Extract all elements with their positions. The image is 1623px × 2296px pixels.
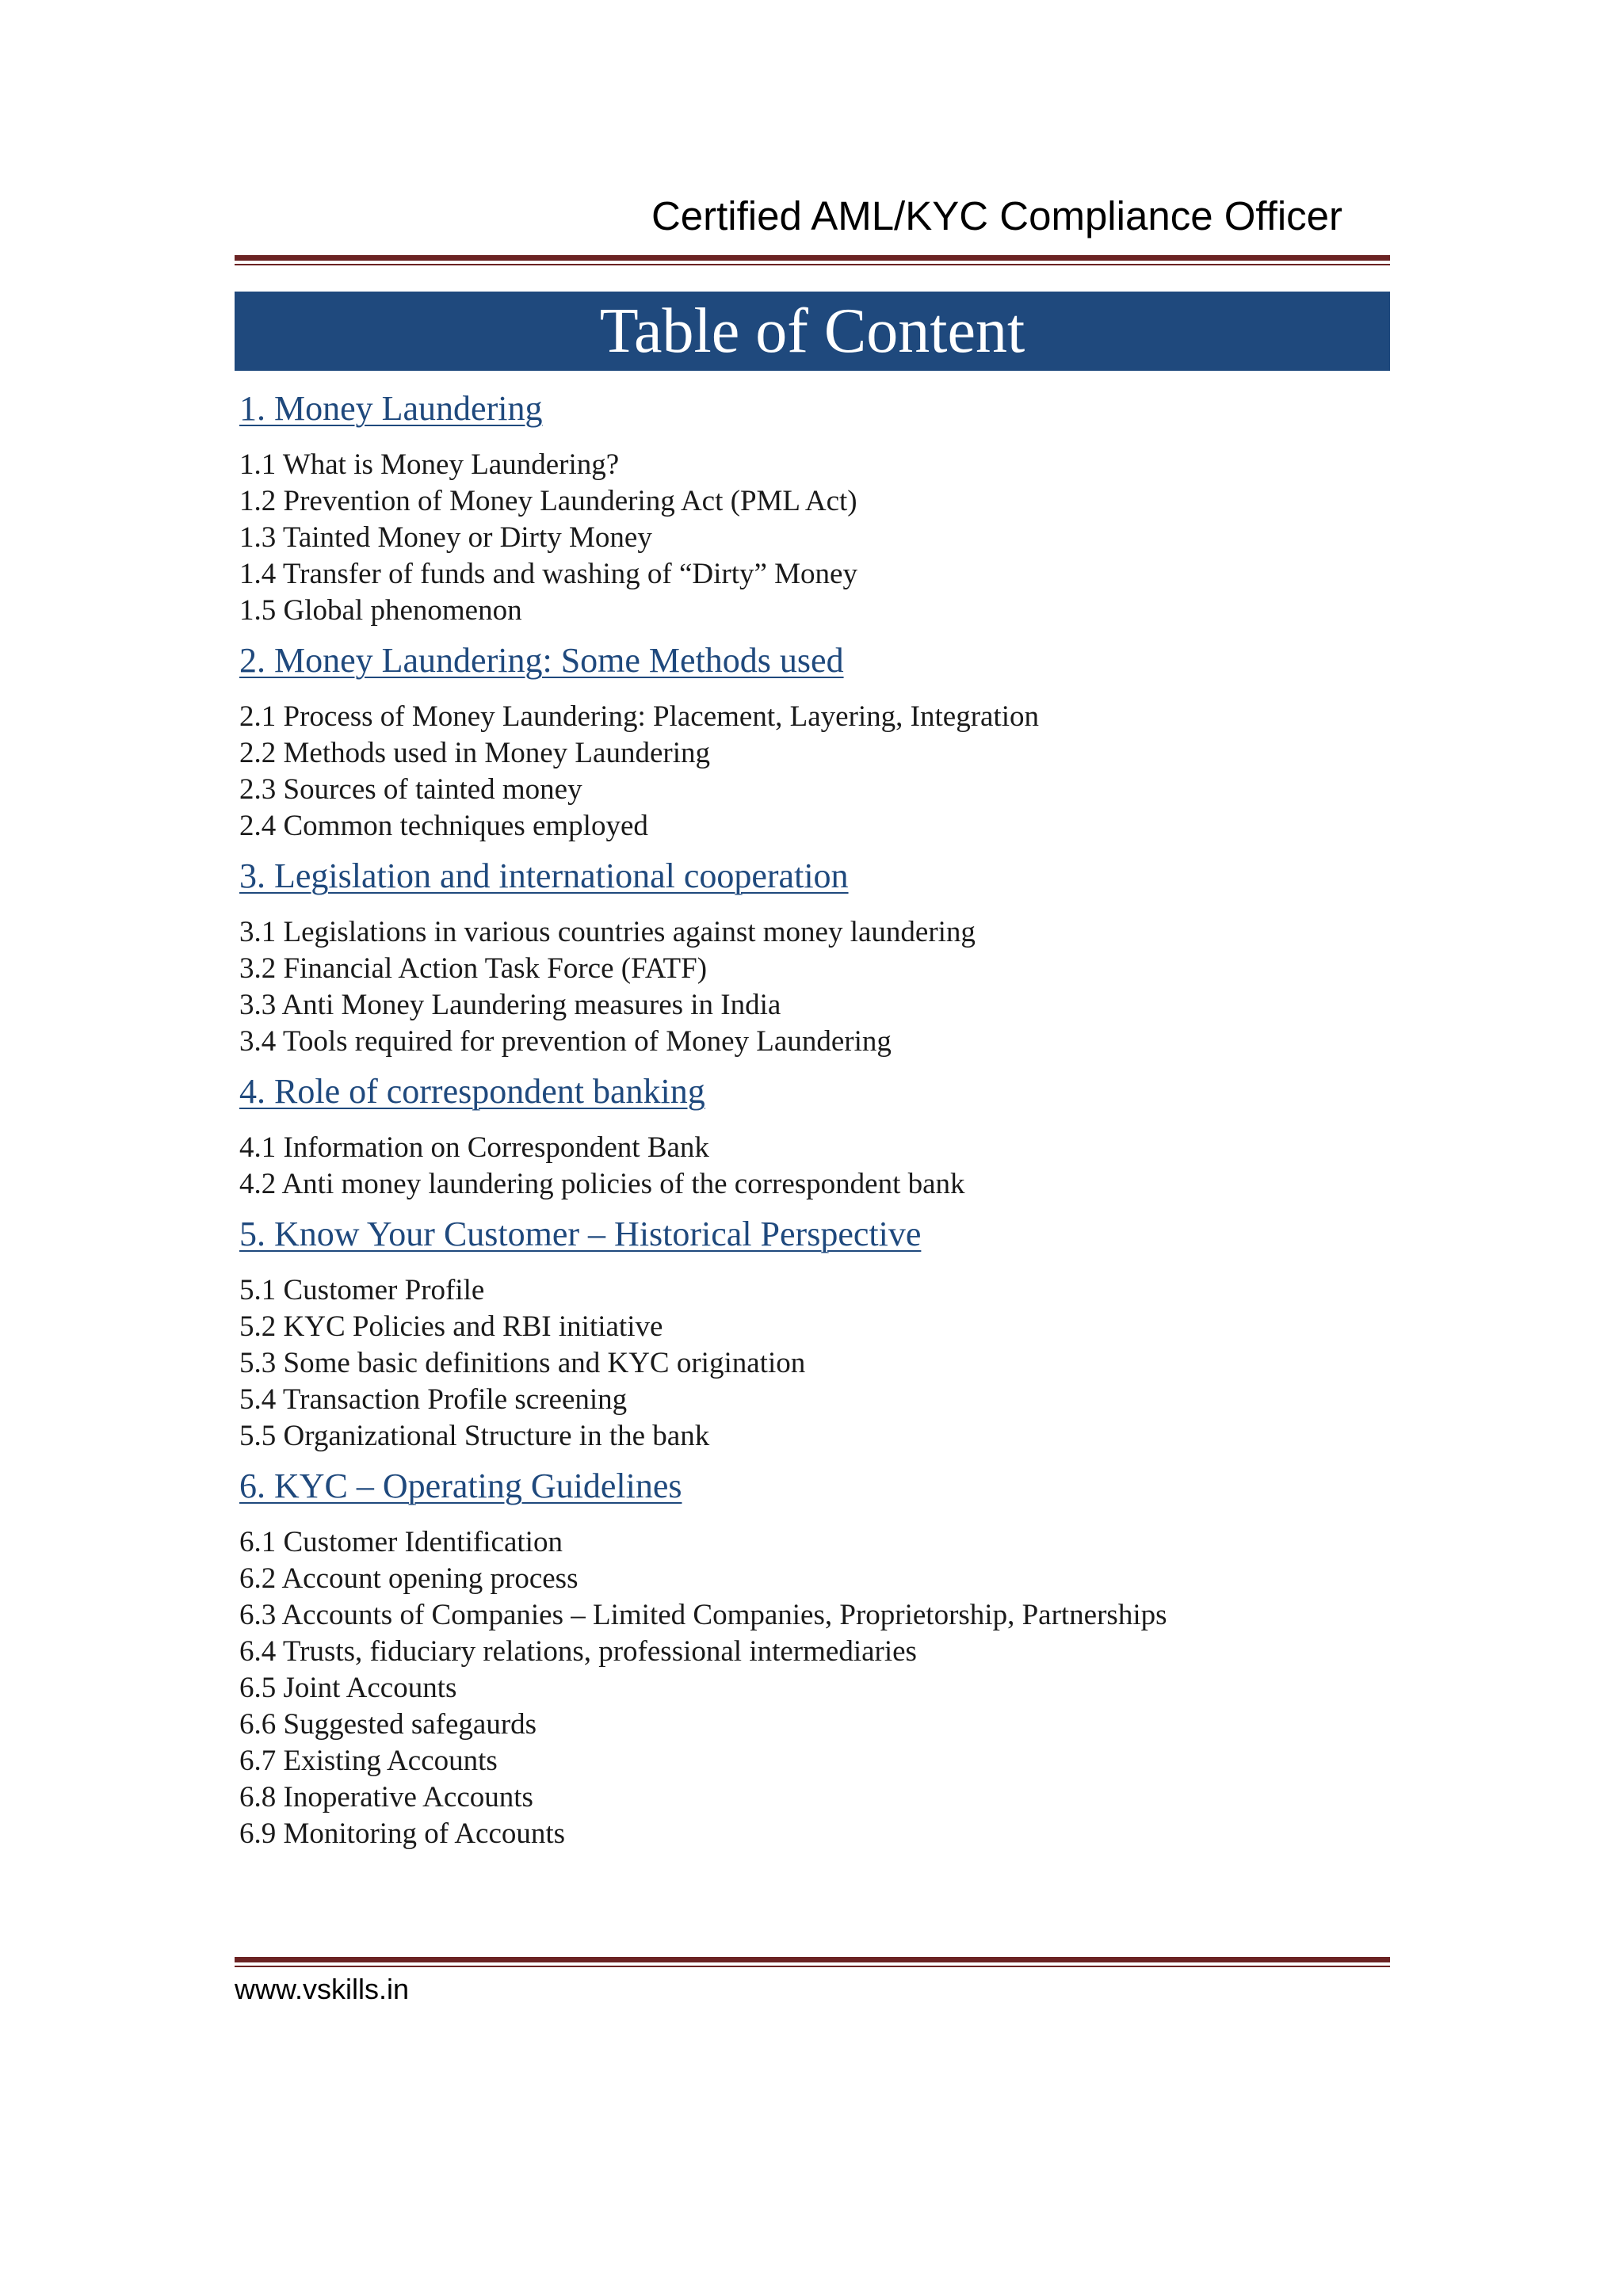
- toc-item: 6.5 Joint Accounts: [239, 1672, 457, 1704]
- toc-item: 6.8 Inoperative Accounts: [239, 1781, 533, 1814]
- toc-item: 5.4 Transaction Profile screening: [239, 1383, 628, 1416]
- header-rule-thick: [235, 255, 1390, 261]
- section-heading[interactable]: 4. Role of correspondent banking: [239, 1072, 705, 1111]
- footer-url: www.vskills.in: [235, 1973, 410, 2005]
- table-of-contents: [239, 387, 1381, 1862]
- section-heading[interactable]: 2. Money Laundering: Some Methods used: [239, 641, 844, 680]
- toc-item: 5.2 KYC Policies and RBI initiative: [239, 1310, 663, 1343]
- toc-item: 6.6 Suggested safegaurds: [239, 1708, 537, 1741]
- toc-item: 1.5 Global phenomenon: [239, 594, 522, 627]
- header-title: Certified AML/KYC Compliance Officer: [651, 193, 1342, 238]
- toc-item: 1.3 Tainted Money or Dirty Money: [239, 521, 652, 554]
- toc-item: 5.5 Organizational Structure in the bank: [239, 1420, 710, 1452]
- toc-item: 5.1 Customer Profile: [239, 1274, 485, 1306]
- section-heading[interactable]: 3. Legislation and international cooperation: [239, 856, 849, 895]
- toc-item: 2.4 Common techniques employed: [239, 810, 648, 842]
- footer-rule-thin: [235, 1966, 1390, 1967]
- toc-item: 6.9 Monitoring of Accounts: [239, 1817, 566, 1850]
- toc-item: 3.4 Tools required for prevention of Money Laundering: [239, 1025, 892, 1058]
- toc-item: 6.3 Accounts of Companies – Limited Companies, Proprietorship, Partnerships: [239, 1599, 1167, 1631]
- toc-item: 4.1 Information on Correspondent Bank: [239, 1131, 709, 1164]
- footer-rule-thick: [235, 1957, 1390, 1962]
- toc-item: 5.3 Some basic definitions and KYC origination: [239, 1347, 806, 1379]
- toc-item: 1.1 What is Money Laundering?: [239, 448, 620, 481]
- section-heading[interactable]: 5. Know Your Customer – Historical Perspective: [239, 1215, 922, 1253]
- toc-item: 4.2 Anti money laundering policies of the correspondent bank: [239, 1168, 965, 1200]
- toc-item: 6.4 Trusts, fiduciary relations, professional intermediaries: [239, 1635, 917, 1668]
- toc-banner-title: Table of Content: [599, 296, 1025, 366]
- section-item-list: [239, 1130, 1381, 1203]
- header-rule-thin: [235, 264, 1390, 265]
- toc-banner: [235, 292, 1390, 371]
- toc-item: 2.3 Sources of tainted money: [239, 773, 582, 806]
- section-item-list: [239, 914, 1381, 1060]
- section-heading[interactable]: 6. KYC – Operating Guidelines: [239, 1466, 682, 1505]
- toc-item: 3.1 Legislations in various countries against money laundering: [239, 916, 976, 948]
- toc-item: 3.2 Financial Action Task Force (FATF): [239, 952, 708, 985]
- toc-item: 2.1 Process of Money Laundering: Placement, Layering, Integration: [239, 700, 1039, 733]
- toc-item: 3.3 Anti Money Laundering measures in India: [239, 989, 781, 1021]
- section-item-list: [239, 1524, 1381, 1852]
- toc-item: 2.2 Methods used in Money Laundering: [239, 737, 710, 769]
- toc-item: 1.2 Prevention of Money Laundering Act (PML Act): [239, 485, 857, 517]
- toc-item: 6.2 Account opening process: [239, 1562, 579, 1595]
- section-item-list: [239, 447, 1381, 629]
- toc-item: 6.1 Customer Identification: [239, 1526, 563, 1558]
- section-item-list: [239, 699, 1381, 845]
- toc-item: 1.4 Transfer of funds and washing of “Dirty” Money: [239, 558, 857, 590]
- toc-item: 6.7 Existing Accounts: [239, 1745, 498, 1777]
- section-heading[interactable]: 1. Money Laundering: [239, 389, 543, 428]
- section-item-list: [239, 1272, 1381, 1455]
